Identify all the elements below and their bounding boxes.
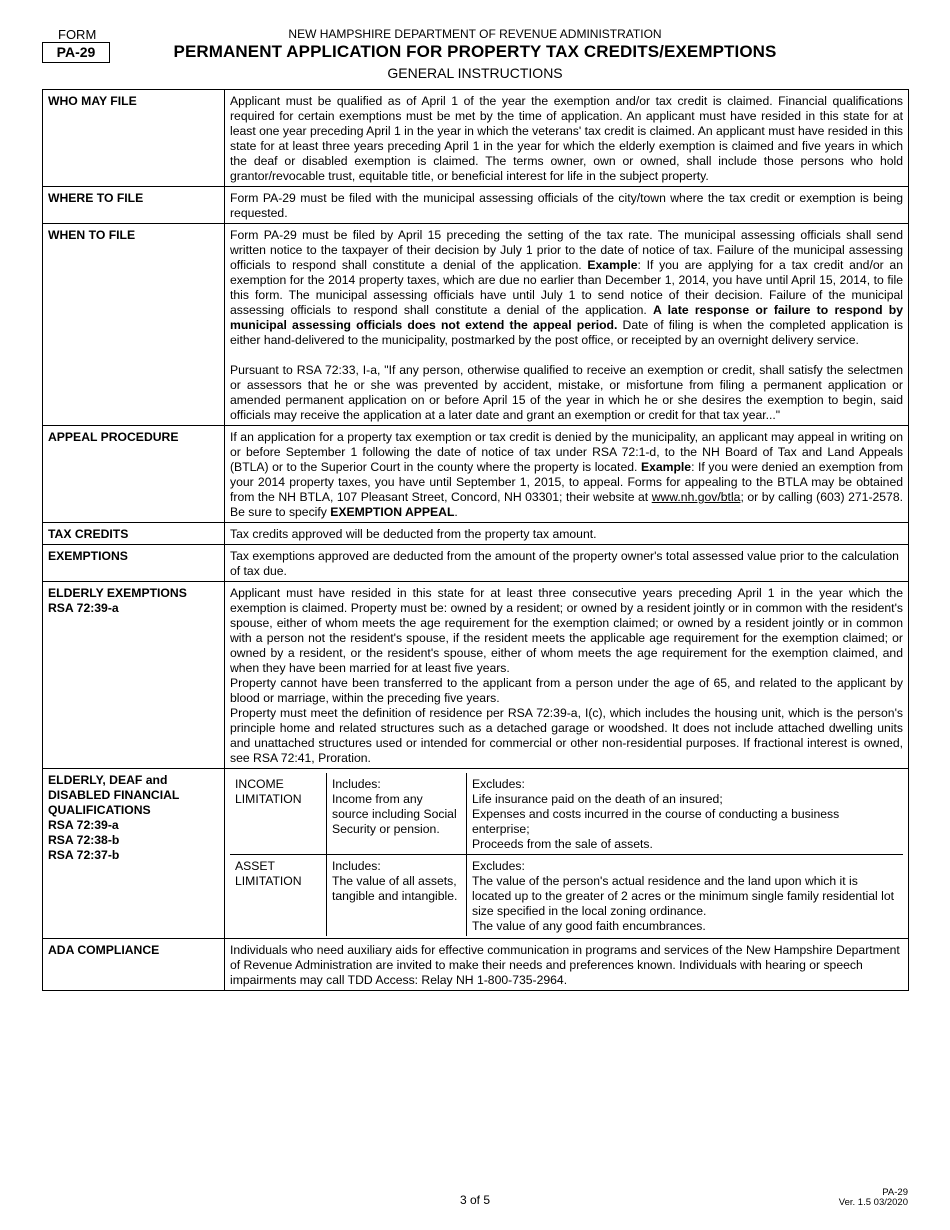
form-label: FORM	[58, 27, 97, 42]
row-label	[43, 582, 225, 769]
row-label: APPEAL PROCEDURE	[43, 426, 225, 523]
includes-cell	[327, 855, 467, 937]
excludes-item: Life insurance paid on the death of an insured;	[472, 792, 723, 806]
row-label	[43, 769, 225, 939]
excludes-heading: Excludes:	[472, 777, 525, 791]
paragraph: Property cannot have been transferred to the applicant from a person under the age of 65, and related to the applicant by blood or marriage, within the preceding five years.	[230, 676, 903, 705]
limitation-label: ASSET LIMITATION	[230, 855, 327, 937]
department-name: NEW HAMPSHIRE DEPARTMENT OF REVENUE ADMINISTRATION	[288, 27, 662, 41]
excludes-item: The value of the person's actual residence and the land upon which it is located up to the greater of 2 acres or the minimum single family residential lot size specified in the local zoning ordinance.	[472, 874, 895, 918]
row-label: ADA COMPLIANCE	[43, 939, 225, 991]
row-appeal-procedure	[43, 426, 909, 523]
asset-limitation-row	[230, 855, 903, 937]
version-info	[839, 1188, 908, 1208]
excludes-item: Proceeds from the sale of assets.	[472, 837, 653, 851]
includes-text: The value of all assets, tangible and intangible.	[332, 874, 458, 903]
row-text: Tax credits approved will be deducted from the property tax amount.	[225, 523, 909, 545]
row-text: Individuals who need auxiliary aids for effective communication in programs and services of the New Hampshire Department of Revenue Administration are invited to make their needs and preferences known. Individuals with hearing or speech impairments may call TDD Access: Relay NH 1-800-735-2964.	[225, 939, 909, 991]
row-where-to-file	[43, 187, 909, 224]
row-text	[225, 224, 909, 426]
row-label: TAX CREDITS	[43, 523, 225, 545]
row-text	[225, 426, 909, 523]
row-text: Tax exemptions approved are deducted from the amount of the property owner's total assessed value prior to the calculation of tax due.	[225, 545, 909, 582]
label-line: RSA 72:37-b	[48, 848, 120, 862]
includes-text: Income from any source including Social Security or pension.	[332, 792, 457, 836]
row-text: Applicant must be qualified as of April 1 of the year the exemption and/or tax credit is claimed. Financial qualifications required for certain exemptions must be met by the time of application. An applicant must have resided in this state for at least one year preceding April 1 in the year in which the veterans' tax credit is claimed. An applicant must have resided in this state for at least three years preceding April 1 in the year for which the elderly exemption is claimed and five years in which the deaf or disabled exemption is claimed. The terms owner, own or owned, shall include those persons who hold grantor/revocable trust, equitable title, or beneficial interest for life in the subject property.	[225, 90, 909, 187]
row-label: WHERE TO FILE	[43, 187, 225, 224]
row-elderly-exemptions	[43, 582, 909, 769]
page-subtitle: GENERAL INSTRUCTIONS	[387, 65, 563, 81]
form-number: PA-29	[42, 42, 110, 63]
limitation-label: INCOME LIMITATION	[230, 773, 327, 855]
excludes-cell	[467, 855, 904, 937]
page-title: PERMANENT APPLICATION FOR PROPERTY TAX CREDITS/EXEMPTIONS	[173, 42, 777, 61]
row-label: EXEMPTIONS	[43, 545, 225, 582]
label-line: RSA 72:39-a	[48, 601, 119, 615]
footer-form: PA-29	[882, 1187, 908, 1198]
text-run: If an application for a property tax exemption or tax credit is denied by the municipality, an applicant may appeal in writing on or before September 1 following the date of notice of tax under RSA 72:1-d, to the NH Board of Tax and Land Appeals (BTLA) or to the Superior Court in the county where the property is located.	[230, 430, 903, 474]
example-label: Example	[640, 460, 692, 474]
label-line: QUALIFICATIONS	[48, 803, 151, 817]
text-run: Date of filing is when the completed application is either hand-delivered to the municipality, postmarked by the post office, or receipted by an overnight delivery service.	[230, 318, 903, 347]
excludes-item: Expenses and costs incurred in the course of conducting a business enterprise;	[472, 807, 840, 836]
text-run: : If you were denied an exemption from your 2014 property taxes, you have until September 1, 2015, to appeal. Forms for appealing to the BTLA may be obtained from the NH BTLA, 107 Pleasant Street, Concord, NH 03301; their website at	[230, 460, 904, 504]
label-line: ELDERLY EXEMPTIONS	[48, 586, 187, 600]
row-when-to-file	[43, 224, 909, 426]
label-line: RSA 72:39-a	[48, 818, 119, 832]
row-exemptions	[43, 545, 909, 582]
footer-version: Ver. 1.5 03/2020	[838, 1197, 908, 1208]
row-financial-qualifications	[43, 769, 909, 939]
btla-website-link[interactable]: www.nh.gov/btla	[651, 490, 741, 504]
row-who-may-file	[43, 90, 909, 187]
paragraph: Applicant must have resided in this state for at least three consecutive years preceding April 1 in the year which the exemption is claimed. Property must be: owned by a resident; or owned by a resident jointly or in common with the resident's spouse, either of whom meets the age requirement for the exemption claimed; or owned by a resident jointly or in common with a person not the resident's spouse, if the resident meets the applicable age requirement for the exemption claimed; or owned by a resident, or the resident's spouse, either of whom meets the age requirement for the exemption claimed, and when they have been married for at least five years.	[230, 586, 903, 675]
excludes-heading: Excludes:	[472, 859, 525, 873]
label-line: RSA 72:38-b	[48, 833, 120, 847]
rsa-quote: Pursuant to RSA 72:33, I-a, "If any person, otherwise qualified to receive an exemption or credit, shall satisfy the selectmen or assessors that he or she was prevented by accident, mistake, or misfortune from filing a permanent application or amended permanent application on or before April 15 of the year in which he or she desires the exemption to begin, said officials may receive the application at a later date and grant an exemption or credit for that tax year..."	[230, 363, 903, 422]
label-line: DISABLED FINANCIAL	[48, 788, 180, 802]
instructions-table	[42, 89, 909, 991]
row-ada-compliance	[43, 939, 909, 991]
row-text	[225, 582, 909, 769]
limitations-cell	[225, 769, 909, 939]
paragraph: Property must meet the definition of residence per RSA 72:39-a, I(c), which includes the housing unit, which is the person's principle home and related structures such as a detached garage or woodshed. It does not include attached dwelling units and unattached structures used or intended for commercial or other non-residential purposes. If fractional interest is owned, see RSA 72:41, Proration.	[230, 706, 903, 765]
text-run: : If you are applying for a tax credit and/or an exemption for the 2014 property taxes, which are due no earlier than December 1, 2014, you have until April 15, 2014, to file this form. The municipal assessing officials have until July 1 to send notice of their decision. Failure of the municipal assessing officials to respond shall constitute a denial of the application.	[230, 258, 903, 317]
label-line: ELDERLY, DEAF and	[48, 773, 168, 787]
text-run: .	[454, 505, 458, 519]
row-text: Form PA-29 must be filed with the municipal assessing officials of the city/town where the tax credit or exemption is being requested.	[225, 187, 909, 224]
includes-cell	[327, 773, 467, 855]
limitations-table	[230, 773, 903, 936]
includes-heading: Includes:	[332, 777, 381, 791]
includes-heading: Includes:	[332, 859, 381, 873]
income-limitation-row	[230, 773, 903, 855]
bold-notice: A late response or failure to respond by municipal assessing officials does not extend the appeal period.	[230, 303, 904, 332]
row-label: WHO MAY FILE	[43, 90, 225, 187]
excludes-item: The value of any good faith encumbrances.	[472, 919, 706, 933]
row-tax-credits	[43, 523, 909, 545]
text-run: ; or by calling (603) 271-2578. Be sure to specify	[230, 490, 904, 519]
excludes-cell	[467, 773, 904, 855]
page-number: 3 of 5	[459, 1193, 491, 1207]
row-label: WHEN TO FILE	[43, 224, 225, 426]
text-run: Form PA-29 must be filed by April 15 preceding the setting of the tax rate. The municipal assessing officials shall send written notice to the taxpayer of their decision by July 1 prior to the date of notice of tax. Failure of the municipal assessing officials to respond shall constitute a denial of the application.	[230, 228, 903, 272]
exemption-appeal-label: EXEMPTION APPEAL	[330, 505, 455, 519]
example-label: Example	[587, 258, 638, 272]
